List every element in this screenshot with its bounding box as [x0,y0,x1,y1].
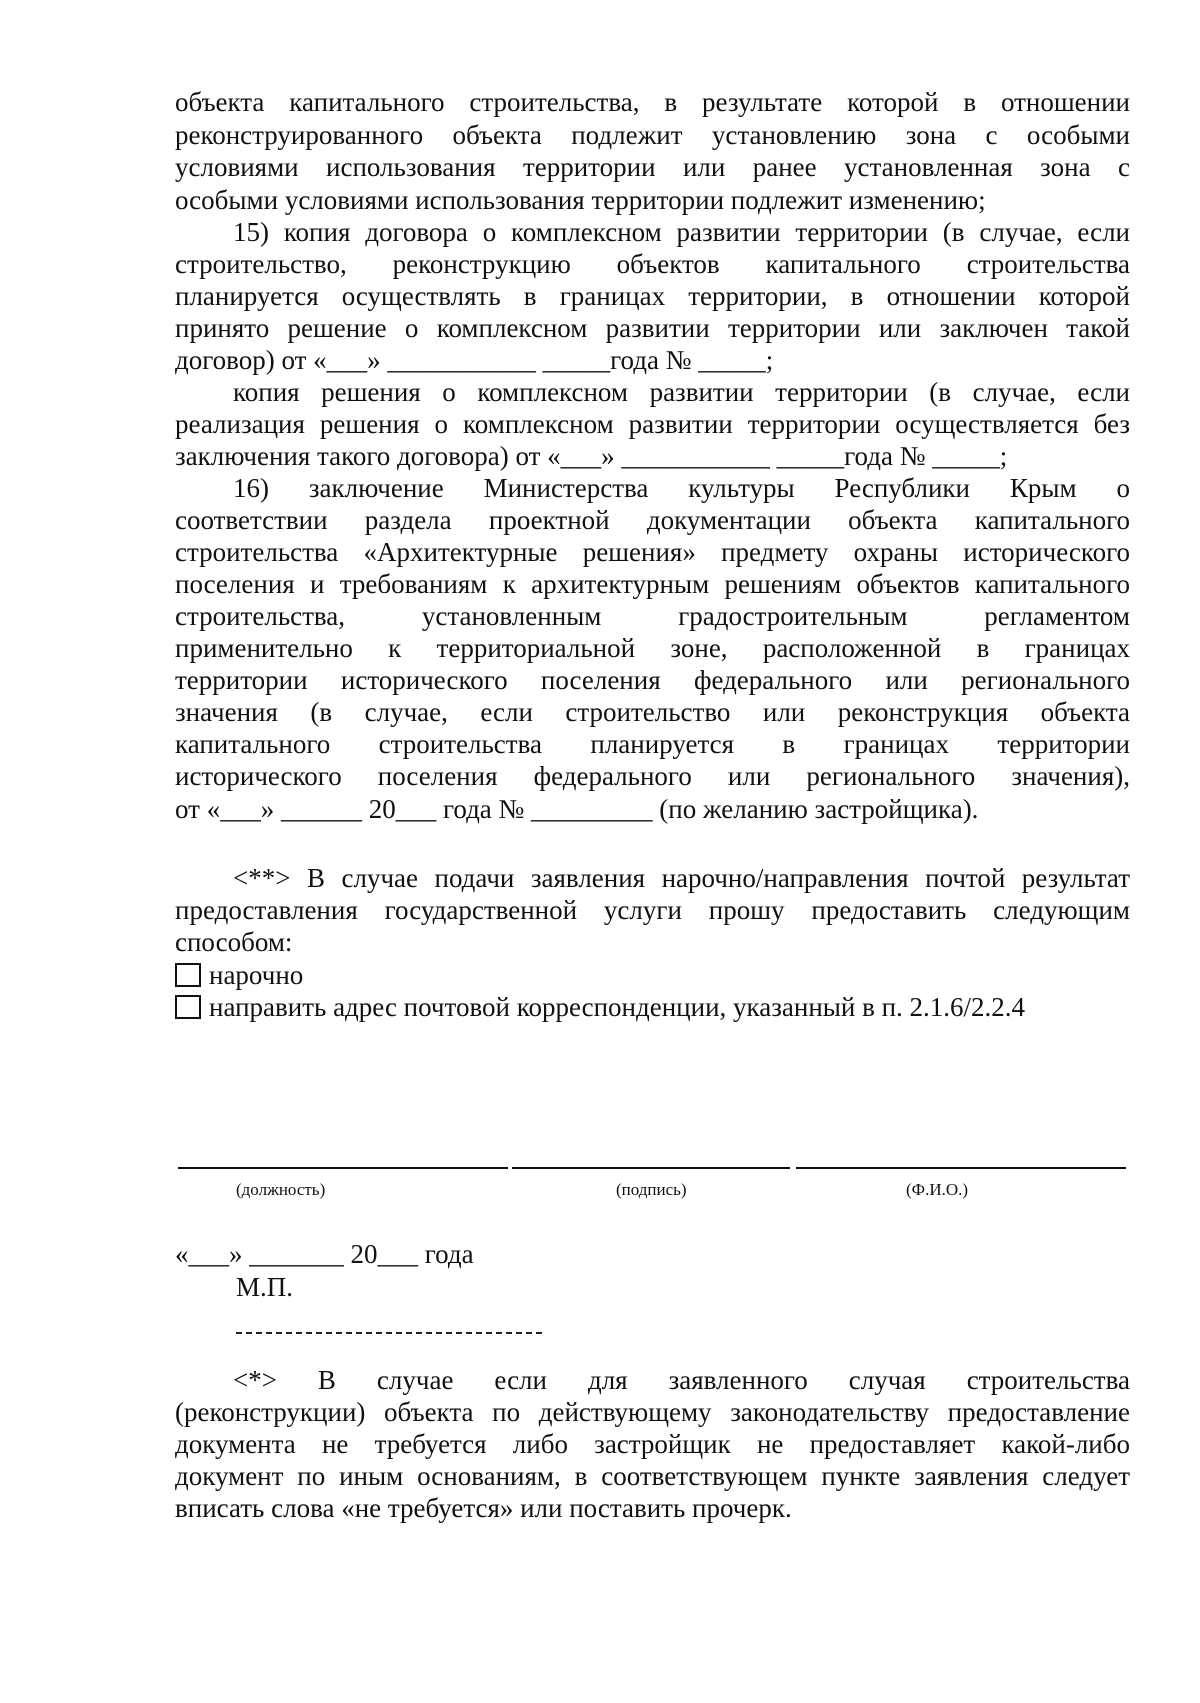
item-15-line: 15) копия договора о комплексном развитии территории (в случае, если [233,217,1130,247]
body-line: реконструированного объекта подлежит установлению зона с особыми [175,120,1130,150]
item-16-line: поселения и требованиям к архитектурным решениям объектов капитального [175,569,1130,599]
delivery-line: способом: [175,927,293,957]
footnote-line: документа не требуется либо застройщик не предоставляет какой-либо [175,1429,1130,1459]
position-label: (должность) [236,1180,326,1199]
position-line [178,1167,508,1169]
item-16-line: строительства, установленным градостроительным регламентом [175,601,1130,631]
item-15b-line: заключения такого договора) от «___» ___________ _____года № _____; [175,441,1008,471]
delivery-option-in-person[interactable] [175,959,303,991]
item-16-line: значения (в случае, если строительство или реконструкция объекта [175,697,1130,727]
footnote-line: вписать слова «не требуется» или поставить прочерк. [175,1493,792,1523]
item-16-line: строительства «Архитектурные решения» предмету охраны исторического [175,537,1130,567]
delivery-option-mail[interactable] [175,991,1025,1023]
footnote-separator [236,1332,542,1334]
item-16-line: исторического поселения федерального или регионального значения), [175,761,1130,791]
delivery-line: <**> В случае подачи заявления нарочно/направления почтой результат [233,863,1130,893]
item-15b-line: копия решения о комплексном развитии территории (в случае, если [233,377,1130,407]
footnote-line: <*> В случае если для заявленного случая строительства [233,1365,1130,1395]
item-15-line: договор) от «___» ___________ _____года № _____; [175,345,774,375]
delivery-line: предоставления государственной услуги прошу предоставить следующим [175,895,1130,925]
item-16-line: 16) заключение Министерства культуры Республики Крым о [233,473,1130,503]
date-line: «___» _______ 20___ года [175,1239,474,1269]
delivery-option-label: нарочно [209,960,304,990]
item-16-line: от «___» ______ 20___ года № _________ (по желанию застройщика). [175,794,979,824]
item-15-line: принято решение о комплексном развитии территории или заключен такой [175,313,1130,343]
stamp-label: М.П. [236,1272,294,1302]
name-label: (Ф.И.О.) [906,1180,969,1199]
item-15-line: строительство, реконструкцию объектов капитального строительства [175,249,1130,279]
body-line: объекта капитального строительства, в результате которой в отношении [175,87,1130,117]
item-16-line: территории исторического поселения федерального или регионального [175,665,1130,695]
item-15-line: планируется осуществлять в границах территории, в отношении которой [175,281,1130,311]
item-15b-line: реализация решения о комплексном развитии территории осуществляется без [175,409,1130,439]
item-16-line: применительно к территориальной зоне, расположенной в границах [175,633,1130,663]
checkbox-mail[interactable] [175,995,201,1019]
body-line: условиями использования территории или ранее установленная зона с [175,152,1130,182]
signature-label: (подпись) [616,1180,687,1199]
delivery-option-label: направить адрес почтовой корреспонденции, указанный в п. 2.1.6/2.2.4 [209,992,1026,1022]
footnote-line: документ по иным основаниям, в соответствующем пункте заявления следует [175,1461,1130,1491]
name-line [796,1167,1126,1169]
checkbox-in-person[interactable] [175,963,201,987]
footnote-line: (реконструкции) объекта по действующему законодательству предоставление [175,1397,1130,1427]
item-16-line: капитального строительства планируется в границах территории [175,729,1130,759]
body-line: особыми условиями использования территории подлежит изменению; [175,185,986,215]
signature-line [512,1167,790,1169]
item-16-line: соответствии раздела проектной документации объекта капитального [175,505,1130,535]
